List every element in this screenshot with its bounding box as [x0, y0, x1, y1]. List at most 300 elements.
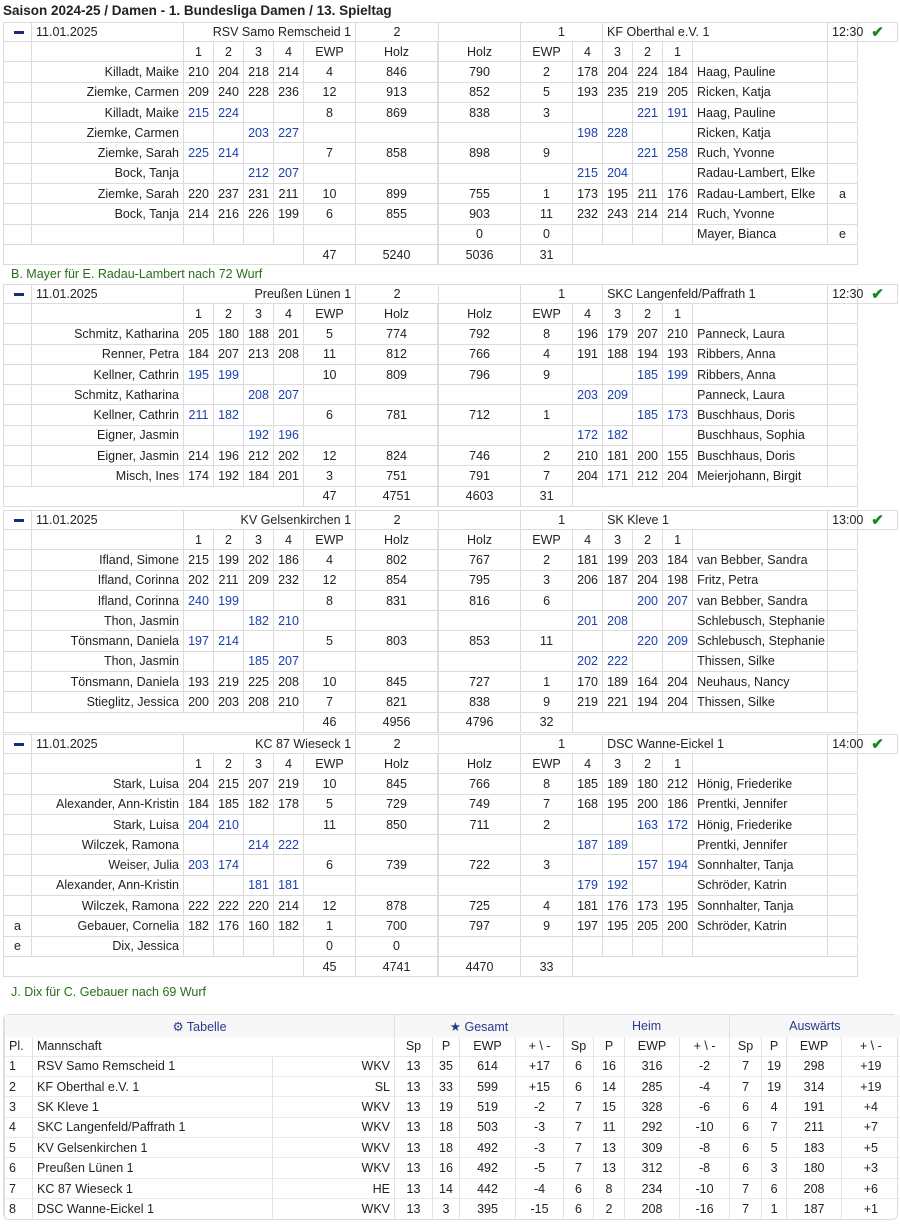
home-player-name[interactable]	[32, 224, 184, 244]
home-game-score	[244, 590, 274, 610]
team-name[interactable]: Preußen Lünen 1	[33, 1158, 273, 1178]
away-game-score: 194	[663, 855, 693, 875]
away-player-name[interactable]: Schlebusch, Stephanie	[693, 611, 828, 631]
ewp-header: EWP	[521, 754, 573, 774]
collapse-toggle[interactable]	[4, 735, 32, 754]
sub-marker: a	[4, 916, 32, 936]
home-game-score: 199	[214, 364, 244, 384]
standings-row[interactable]	[5, 1097, 900, 1117]
away-points: 1	[762, 1199, 787, 1219]
away-game-score: 202	[573, 651, 603, 671]
away-player-name[interactable]: van Bebber, Sandra	[693, 550, 828, 570]
home-player-name[interactable]: Stieglitz, Jessica	[32, 692, 184, 712]
away-game-score: 191	[573, 344, 603, 364]
home-game-score: 210	[274, 611, 304, 631]
away-holz	[439, 611, 521, 631]
away-game-score: 215	[573, 163, 603, 183]
home-game-score: 182	[244, 794, 274, 814]
player-row	[4, 651, 898, 671]
away-ewp: 11	[521, 204, 573, 224]
home-ewp: 6	[304, 855, 356, 875]
away-player-name[interactable]: Fritz, Petra	[693, 570, 828, 590]
standings-section-heim[interactable]: Heim	[564, 1015, 730, 1037]
standings-row[interactable]	[5, 1056, 900, 1076]
away-game-score: 222	[603, 651, 633, 671]
home-player-name[interactable]: Ziemke, Carmen	[32, 82, 184, 102]
home-holz: 821	[356, 692, 438, 712]
home-ewp: 4	[304, 62, 356, 82]
home-player-name[interactable]: Wilczek, Ramona	[32, 896, 184, 916]
away-game-score: 199	[663, 364, 693, 384]
home-player-name[interactable]: Schmitz, Katharina	[32, 324, 184, 344]
match-date: 11.01.2025	[32, 285, 184, 304]
home-game-score	[214, 651, 244, 671]
game-header: 3	[603, 42, 633, 62]
away-holz	[439, 651, 521, 671]
home-ewp: 316	[625, 1056, 680, 1076]
game-header: 2	[633, 42, 663, 62]
away-player-name[interactable]: Ruch, Yvonne	[693, 143, 828, 163]
away-holz: 749	[439, 794, 521, 814]
league: WKV	[273, 1117, 395, 1137]
collapse-toggle[interactable]	[4, 285, 32, 304]
home-game-score	[274, 631, 304, 651]
away-game-score: 209	[603, 385, 633, 405]
blank-cell	[693, 42, 828, 62]
away-game-score	[603, 936, 633, 956]
team-name[interactable]: RSV Samo Remscheid 1	[33, 1056, 273, 1076]
minus-icon	[14, 31, 24, 34]
away-holz: 0	[439, 224, 521, 244]
standings-title[interactable]: ⚙ Tabelle	[5, 1015, 395, 1037]
away-player-name[interactable]: Ruch, Yvonne	[693, 204, 828, 224]
blank-cell	[4, 956, 304, 976]
away-game-score: 221	[633, 102, 663, 122]
substitution-note: B. Mayer für E. Radau-Lambert nach 72 Wurf	[11, 267, 263, 281]
away-holz-total: 5036	[439, 244, 521, 264]
home-games: 6	[564, 1076, 594, 1096]
home-game-score: 227	[274, 123, 304, 143]
away-team-name[interactable]: KF Oberthal e.V. 1	[603, 23, 828, 42]
home-player-name[interactable]: Tönsmann, Daniela	[32, 672, 184, 692]
sub-marker	[4, 385, 32, 405]
away-game-score	[573, 936, 603, 956]
home-game-score	[244, 814, 274, 834]
away-game-score: 172	[663, 814, 693, 834]
away-holz: 797	[439, 916, 521, 936]
away-diff: +19	[842, 1076, 900, 1096]
away-holz: 755	[439, 184, 521, 204]
home-game-score: 208	[274, 344, 304, 364]
away-player-name[interactable]: Ricken, Katja	[693, 82, 828, 102]
home-points: 13	[594, 1138, 625, 1158]
away-player-name[interactable]: Haag, Pauline	[693, 102, 828, 122]
home-holz: 845	[356, 672, 438, 692]
home-player-name[interactable]: Ifland, Corinna	[32, 570, 184, 590]
standings-section-auswaerts[interactable]: Auswärts	[730, 1015, 900, 1037]
away-player-name[interactable]: Sonnhalter, Tanja	[693, 855, 828, 875]
home-player-name[interactable]: Ifland, Corinna	[32, 590, 184, 610]
away-holz	[439, 425, 521, 445]
home-game-score: 222	[274, 835, 304, 855]
home-game-score	[214, 425, 244, 445]
home-player-name[interactable]: Renner, Petra	[32, 344, 184, 364]
away-game-score: 211	[633, 184, 663, 204]
away-game-score: 210	[663, 324, 693, 344]
home-player-name[interactable]: Schmitz, Katharina	[32, 385, 184, 405]
sub-marker	[828, 814, 858, 834]
sub-marker	[4, 550, 32, 570]
home-diff: -10	[680, 1178, 730, 1198]
team-name[interactable]: KV Gelsenkirchen 1	[33, 1138, 273, 1158]
away-games: 6	[730, 1138, 762, 1158]
diff: +17	[516, 1056, 564, 1076]
game-header: 2	[214, 530, 244, 550]
game-header: 4	[274, 754, 304, 774]
player-row	[4, 204, 898, 224]
away-team-name[interactable]: DSC Wanne-Eickel 1	[603, 735, 828, 754]
sub-marker	[4, 224, 32, 244]
home-player-name[interactable]: Misch, Ines	[32, 466, 184, 486]
player-row	[4, 344, 898, 364]
away-player-name[interactable]: Schröder, Katrin	[693, 875, 828, 895]
away-holz: 816	[439, 590, 521, 610]
team-name[interactable]: KF Oberthal e.V. 1	[33, 1076, 273, 1096]
home-player-name[interactable]: Wilczek, Ramona	[32, 835, 184, 855]
home-holz-total: 5240	[356, 244, 438, 264]
sub-marker	[4, 875, 32, 895]
home-points: 11	[594, 1117, 625, 1137]
holz-header: Holz	[356, 42, 438, 62]
team-name[interactable]: SKC Langenfeld/Paffrath 1	[33, 1117, 273, 1137]
away-game-score: 187	[573, 835, 603, 855]
home-game-score: 199	[214, 590, 244, 610]
away-player-name[interactable]: Thissen, Silke	[693, 692, 828, 712]
home-points: 2	[594, 1199, 625, 1219]
ewp: 503	[460, 1117, 516, 1137]
home-game-score: 209	[184, 82, 214, 102]
home-game-score	[184, 425, 214, 445]
home-team-name[interactable]: RSV Samo Remscheid 1	[184, 23, 356, 42]
home-player-name[interactable]: Stark, Luisa	[32, 814, 184, 834]
away-game-score	[633, 611, 663, 631]
home-holz: 739	[356, 855, 438, 875]
standings-row[interactable]	[5, 1199, 900, 1219]
home-player-name[interactable]: Ifland, Simone	[32, 550, 184, 570]
player-row	[4, 143, 898, 163]
sub-marker	[4, 204, 32, 224]
sub-marker	[828, 324, 858, 344]
away-game-score: 198	[573, 123, 603, 143]
home-player-name[interactable]: Eigner, Jasmin	[32, 425, 184, 445]
home-game-score: 160	[244, 916, 274, 936]
team-name[interactable]: KC 87 Wieseck 1	[33, 1178, 273, 1198]
sub-marker	[828, 631, 858, 651]
collapse-toggle[interactable]	[4, 23, 32, 42]
home-game-score: 215	[184, 102, 214, 122]
player-row	[4, 466, 898, 486]
away-player-name[interactable]: Mayer, Bianca	[693, 224, 828, 244]
home-player-name[interactable]: Kellner, Cathrin	[32, 364, 184, 384]
home-holz	[356, 651, 438, 671]
player-row	[4, 102, 898, 122]
home-diff: -2	[680, 1056, 730, 1076]
sub-marker	[4, 143, 32, 163]
home-ewp: 4	[304, 550, 356, 570]
away-game-score: 191	[663, 102, 693, 122]
home-player-name[interactable]: Kellner, Cathrin	[32, 405, 184, 425]
away-player-name[interactable]: Prentki, Jennifer	[693, 835, 828, 855]
home-game-score: 201	[274, 324, 304, 344]
away-game-score: 184	[663, 62, 693, 82]
home-game-score: 212	[244, 163, 274, 183]
points: 18	[433, 1117, 460, 1137]
match-block	[3, 22, 898, 265]
home-game-score: 210	[214, 814, 244, 834]
away-player-name[interactable]: Meierjohann, Birgit	[693, 466, 828, 486]
away-game-score: 179	[573, 875, 603, 895]
collapse-toggle[interactable]	[4, 511, 32, 530]
away-player-name[interactable]	[693, 936, 828, 956]
standings-section-gesamt[interactable]: ★ Gesamt	[395, 1015, 564, 1037]
away-player-name[interactable]: Thissen, Silke	[693, 651, 828, 671]
home-player-name[interactable]: Bock, Tanja	[32, 204, 184, 224]
player-row	[4, 550, 898, 570]
home-game-score	[184, 835, 214, 855]
away-game-score: 176	[663, 184, 693, 204]
home-game-score	[214, 875, 244, 895]
away-diff: +4	[842, 1097, 900, 1117]
home-ewp: 234	[625, 1178, 680, 1198]
away-player-name[interactable]: Radau-Lambert, Elke	[693, 163, 828, 183]
away-player-name[interactable]: Radau-Lambert, Elke	[693, 184, 828, 204]
away-ewp	[521, 651, 573, 671]
away-ewp: 187	[787, 1199, 842, 1219]
away-game-score: 221	[633, 143, 663, 163]
away-player-name[interactable]: Buschhaus, Doris	[693, 446, 828, 466]
home-game-score: 237	[214, 184, 244, 204]
home-player-name[interactable]: Eigner, Jasmin	[32, 446, 184, 466]
home-game-score: 178	[274, 794, 304, 814]
sub-marker	[828, 143, 858, 163]
league: WKV	[273, 1056, 395, 1076]
game-header: 2	[214, 42, 244, 62]
home-ewp: 6	[304, 405, 356, 425]
away-player-name[interactable]: Buschhaus, Sophia	[693, 425, 828, 445]
ewp: 492	[460, 1158, 516, 1178]
home-score: 2	[356, 735, 439, 754]
away-holz: 725	[439, 896, 521, 916]
game-header: 3	[244, 754, 274, 774]
result-confirmed-icon: ✔	[858, 285, 898, 304]
home-player-name[interactable]: Alexander, Ann-Kristin	[32, 794, 184, 814]
away-player-name[interactable]: Hönig, Friederike	[693, 774, 828, 794]
home-holz	[356, 875, 438, 895]
sub-marker	[828, 916, 858, 936]
standings-row[interactable]	[5, 1076, 900, 1096]
away-score: 1	[521, 285, 603, 304]
away-games: 6	[730, 1158, 762, 1178]
game-header: 3	[603, 304, 633, 324]
col-p: P	[594, 1037, 625, 1056]
home-player-name[interactable]: Ziemke, Sarah	[32, 143, 184, 163]
team-name[interactable]: SK Kleve 1	[33, 1097, 273, 1117]
game-header: 3	[244, 304, 274, 324]
away-player-name[interactable]: Panneck, Laura	[693, 324, 828, 344]
home-game-score: 207	[274, 163, 304, 183]
home-game-score: 220	[244, 896, 274, 916]
player-row	[4, 916, 898, 936]
game-header: 2	[633, 754, 663, 774]
home-game-score: 220	[184, 184, 214, 204]
home-holz	[356, 425, 438, 445]
sub-marker	[828, 794, 858, 814]
blank-cell	[32, 754, 184, 774]
home-player-name[interactable]: Gebauer, Cornelia	[32, 916, 184, 936]
team-name[interactable]: DSC Wanne-Eickel 1	[33, 1199, 273, 1219]
standings-row[interactable]	[5, 1158, 900, 1178]
away-score: 1	[521, 23, 603, 42]
away-game-score: 188	[603, 344, 633, 364]
home-game-score: 207	[214, 344, 244, 364]
away-game-score	[663, 224, 693, 244]
home-player-name[interactable]: Dix, Jessica	[32, 936, 184, 956]
substitution-note: J. Dix für C. Gebauer nach 69 Wurf	[11, 985, 206, 999]
away-games: 6	[730, 1097, 762, 1117]
sub-marker	[828, 672, 858, 692]
home-ewp: 8	[304, 102, 356, 122]
standings-row[interactable]	[5, 1138, 900, 1158]
home-holz: 854	[356, 570, 438, 590]
home-player-name[interactable]: Thon, Jasmin	[32, 611, 184, 631]
away-game-score	[603, 405, 633, 425]
home-player-name[interactable]: Thon, Jasmin	[32, 651, 184, 671]
minus-icon	[14, 519, 24, 522]
away-game-score: 195	[603, 794, 633, 814]
away-player-name[interactable]: Hönig, Friederike	[693, 814, 828, 834]
away-player-name[interactable]: Buschhaus, Doris	[693, 405, 828, 425]
away-team-name[interactable]: SKC Langenfeld/Paffrath 1	[603, 285, 828, 304]
home-game-score	[274, 855, 304, 875]
home-player-name[interactable]: Killadt, Maike	[32, 102, 184, 122]
away-player-name[interactable]: Sonnhalter, Tanja	[693, 896, 828, 916]
away-game-score: 171	[603, 466, 633, 486]
home-player-name[interactable]: Alexander, Ann-Kristin	[32, 875, 184, 895]
away-ewp: 1	[521, 184, 573, 204]
away-player-name[interactable]: Panneck, Laura	[693, 385, 828, 405]
home-player-name[interactable]: Tönsmann, Daniela	[32, 631, 184, 651]
away-player-name[interactable]: van Bebber, Sandra	[693, 590, 828, 610]
home-game-score: 197	[184, 631, 214, 651]
game-header: 4	[274, 530, 304, 550]
points: 19	[433, 1097, 460, 1117]
home-game-score: 209	[244, 570, 274, 590]
away-player-name[interactable]: Schlebusch, Stephanie	[693, 631, 828, 651]
home-game-score: 228	[244, 82, 274, 102]
home-player-name[interactable]: Weiser, Julia	[32, 855, 184, 875]
home-game-score: 174	[184, 466, 214, 486]
home-ewp: 309	[625, 1138, 680, 1158]
standings-row[interactable]	[5, 1178, 900, 1198]
away-ewp: 8	[521, 774, 573, 794]
games-played: 13	[395, 1076, 433, 1096]
home-holz: 878	[356, 896, 438, 916]
away-player-name[interactable]: Neuhaus, Nancy	[693, 672, 828, 692]
home-player-name[interactable]: Ziemke, Sarah	[32, 184, 184, 204]
sub-marker	[4, 184, 32, 204]
col-diff: + \ -	[842, 1037, 900, 1056]
home-ewp: 12	[304, 446, 356, 466]
player-row	[4, 590, 898, 610]
away-game-score: 199	[603, 550, 633, 570]
home-player-name[interactable]: Killadt, Maike	[32, 62, 184, 82]
away-game-score	[603, 855, 633, 875]
away-points: 4	[762, 1097, 787, 1117]
away-player-name[interactable]: Ribbers, Anna	[693, 344, 828, 364]
standings-row[interactable]	[5, 1117, 900, 1137]
away-player-name[interactable]: Ribbers, Anna	[693, 364, 828, 384]
sub-marker	[4, 774, 32, 794]
home-game-score: 185	[214, 794, 244, 814]
home-ewp	[304, 224, 356, 244]
home-player-name[interactable]: Ziemke, Carmen	[32, 123, 184, 143]
away-team-name[interactable]: SK Kleve 1	[603, 511, 828, 530]
sub-marker	[4, 631, 32, 651]
sub-marker: a	[828, 184, 858, 204]
holz-header: Holz	[356, 304, 438, 324]
home-player-name[interactable]: Stark, Luisa	[32, 774, 184, 794]
league: HE	[273, 1178, 395, 1198]
home-team-name[interactable]: KC 87 Wieseck 1	[184, 735, 356, 754]
home-team-name[interactable]: KV Gelsenkirchen 1	[184, 511, 356, 530]
home-player-name[interactable]: Bock, Tanja	[32, 163, 184, 183]
ewp-header: EWP	[521, 304, 573, 324]
away-game-score: 194	[633, 344, 663, 364]
sub-marker	[828, 835, 858, 855]
away-player-name[interactable]: Haag, Pauline	[693, 62, 828, 82]
away-game-score	[663, 425, 693, 445]
away-game-score: 170	[573, 672, 603, 692]
away-holz: 838	[439, 692, 521, 712]
player-row	[4, 163, 898, 183]
home-game-score: 240	[214, 82, 244, 102]
away-game-score: 172	[573, 425, 603, 445]
away-player-name[interactable]: Ricken, Katja	[693, 123, 828, 143]
home-holz: 0	[356, 936, 438, 956]
sub-marker	[828, 405, 858, 425]
away-game-score: 201	[573, 611, 603, 631]
away-ewp: 211	[787, 1117, 842, 1137]
blank-cell	[573, 486, 858, 506]
sub-marker	[828, 82, 858, 102]
away-player-name[interactable]: Schröder, Katrin	[693, 916, 828, 936]
player-row	[4, 855, 898, 875]
home-game-score: 215	[184, 550, 214, 570]
game-header: 4	[274, 42, 304, 62]
home-team-name[interactable]: Preußen Lünen 1	[184, 285, 356, 304]
away-game-score: 204	[603, 62, 633, 82]
player-row	[4, 324, 898, 344]
sub-marker	[4, 82, 32, 102]
home-points: 13	[594, 1158, 625, 1178]
home-game-score	[214, 163, 244, 183]
player-row	[4, 814, 898, 834]
away-holz-total: 4470	[439, 956, 521, 976]
sub-marker	[828, 692, 858, 712]
blank-cell	[32, 304, 184, 324]
home-games: 7	[564, 1138, 594, 1158]
away-player-name[interactable]: Prentki, Jennifer	[693, 794, 828, 814]
